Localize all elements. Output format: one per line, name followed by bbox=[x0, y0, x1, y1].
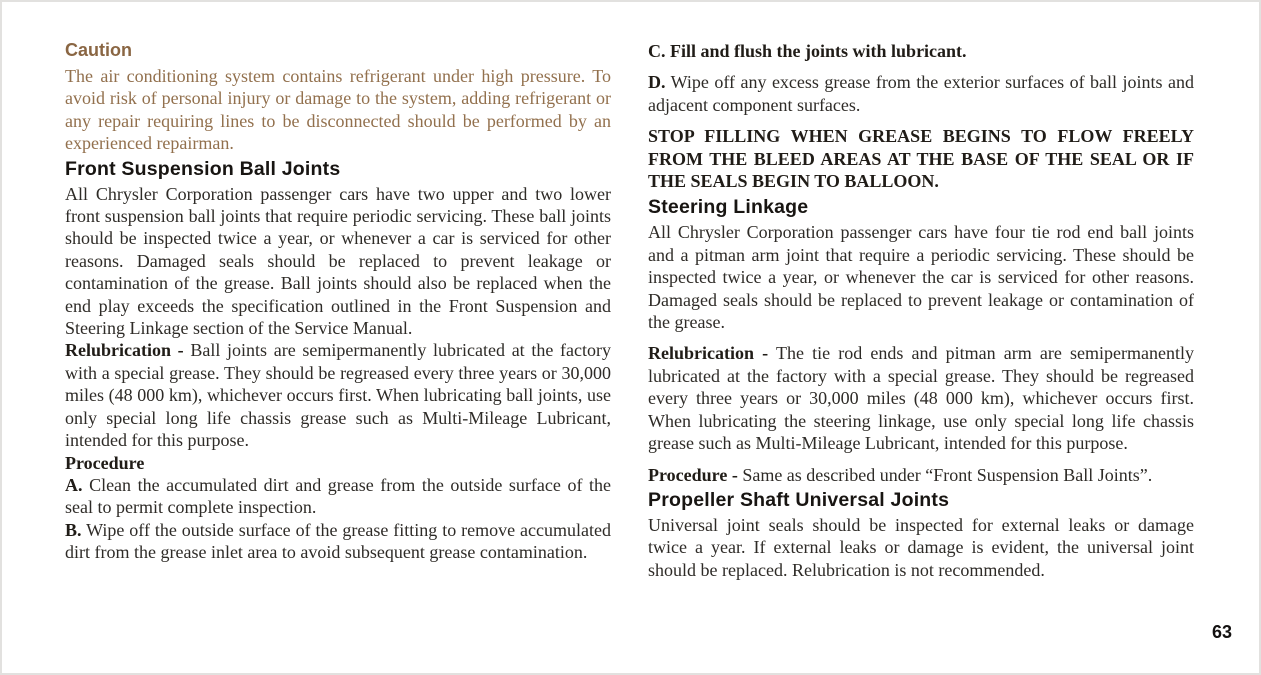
step-a-text: Clean the accumulated dirt and grease from the outside surface of the seal to permit complete inspection. bbox=[65, 474, 611, 518]
procedure-step-a bbox=[65, 474, 611, 519]
steering-linkage-relubrication-paragraph bbox=[648, 342, 1194, 454]
left-column bbox=[65, 40, 611, 564]
front-suspension-relubrication-paragraph bbox=[65, 339, 611, 451]
step-d-text: Wipe off any excess grease from the exterior surfaces of ball joints and adjacent component surfaces. bbox=[648, 72, 1194, 115]
procedure-step-d bbox=[648, 71, 1194, 116]
procedure-label: Procedure - bbox=[648, 464, 738, 485]
step-a-label: A. bbox=[65, 474, 83, 495]
page-number: 63 bbox=[1211, 622, 1232, 642]
step-d-label: D. bbox=[648, 72, 666, 93]
front-suspension-heading: Front Suspension Ball Joints bbox=[65, 157, 341, 180]
propeller-shaft-heading: Propeller Shaft Universal Joints bbox=[648, 488, 950, 511]
step-c-text: Fill and flush the joints with lubricant. bbox=[670, 41, 967, 61]
procedure-heading: Procedure bbox=[65, 452, 145, 473]
front-suspension-intro-paragraph: All Chrysler Corporation passenger cars have two upper and two lower front suspension ball joints that require periodic servicing. These ball joints should be inspected twice a year, or whenever a car is serviced for other reasons. Damaged seals should be replaced to prevent leakage or contamination of the grease. Ball joints should also be replaced when the end play exceeds the specification outlined in the Front Suspension and Steering Linkage section of the Service Manual. bbox=[65, 183, 611, 339]
procedure-step-c bbox=[648, 40, 1194, 62]
steering-linkage-intro-paragraph: All Chrysler Corporation passenger cars have four tie rod end ball joints and a pitman arm joint that require a periodic servicing. These should be inspected twice a year, or whenever the car is serviced for other reasons. Damaged seals should be replaced to prevent leakage or contamination of the grease. bbox=[648, 222, 1194, 333]
caution-paragraph: The air conditioning system contains refrigerant under high pressure. To avoid risk of personal injury or damage to the system, adding refrigerant or any repair requiring lines to be disconnected should be performed by an experienced repairman. bbox=[65, 66, 611, 154]
procedure-step-b bbox=[65, 519, 611, 564]
steering-linkage-heading: Steering Linkage bbox=[648, 196, 809, 219]
relubrication-label: Relubrication - bbox=[648, 343, 769, 364]
stop-filling-warning: STOP FILLING WHEN GREASE BEGINS TO FLOW FREELY FROM THE BLEED AREAS AT THE BASE OF THE SEAL OR IF THE SEALS BEGIN TO BALLOON. bbox=[648, 126, 1194, 192]
caution-heading: Caution bbox=[65, 40, 132, 60]
propeller-shaft-paragraph: Universal joint seals should be inspected for external leaks or damage twice a year. If external leaks or damage is evident, the universal joint should be replaced. Relubrication is not recommended. bbox=[648, 514, 1194, 580]
steering-linkage-procedure-paragraph bbox=[648, 464, 1194, 486]
relubrication-text: Ball joints are semipermanently lubricated at the factory with a special grease. They should be regreased every three years or 30,000 miles (48 000 km), whichever occurs first. When lubricating ball joints, use only special long life chassis grease such as Multi-Mileage Lubricant, intended for this purpose. bbox=[65, 340, 612, 451]
relubrication-label: Relubrication - bbox=[65, 340, 184, 361]
step-b-label: B. bbox=[65, 519, 82, 540]
right-column bbox=[648, 40, 1194, 590]
step-b-text: Wipe off the outside surface of the grease fitting to remove accumulated dirt from the grease inlet area to avoid subsequent grease contamination. bbox=[65, 519, 611, 563]
procedure-text: Same as described under “Front Suspension Ball Joints”. bbox=[742, 464, 1153, 485]
relubrication-text: The tie rod ends and pitman arm are semipermanently lubricated at the factory with a special grease. They should be regreased every three years or 30,000 miles (48 000 km), whichever occurs first. When lubricating the steering linkage, use only special long life chassis grease such as Multi-Mileage Lubricant, intended for this purpose. bbox=[648, 343, 1194, 454]
step-c-label: C. bbox=[648, 41, 666, 61]
